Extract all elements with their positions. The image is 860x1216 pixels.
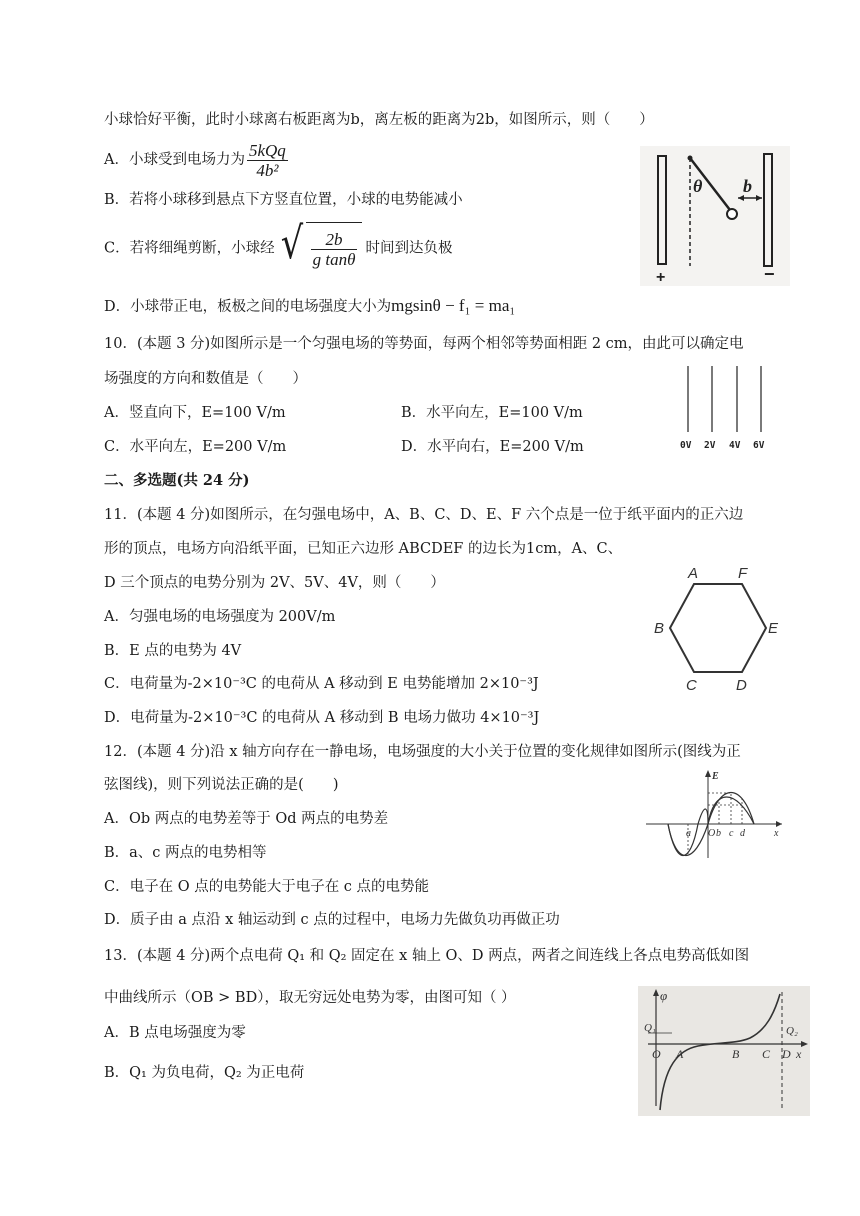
- q13-stem-line2: 中曲线所示（OB > BD），取无穷远处电势为零，由图可知（ ）: [104, 990, 516, 1006]
- q13-potential-graph: [638, 986, 810, 1116]
- q9-option-d-equation: mgsinθ − f₁ = ma₁: [391, 296, 516, 315]
- plus-label: +: [656, 269, 666, 286]
- q10-option-c: C．水平向左，E=200 V/m: [104, 439, 287, 455]
- point-c-label: C: [762, 1047, 771, 1061]
- vertex-a-label: A: [688, 565, 699, 582]
- q10-option-a: A．竖直向下，E=100 V/m: [104, 405, 286, 421]
- point-o-label: O: [652, 1047, 661, 1061]
- vertex-b-label: B: [654, 620, 665, 637]
- q10-option-b: B．水平向左，E=100 V/m: [401, 405, 583, 421]
- q12-option-a: A．Ob 两点的电势差等于 Od 两点的电势差: [104, 811, 389, 827]
- q9-stem: 小球恰好平衡，此时小球离右板距离为b，离左板的距离为2b，如图所示，则（ ）: [104, 112, 654, 128]
- q12-stem-line2: 弦图线)，则下列说法正确的是( ): [104, 777, 339, 793]
- point-d-label: D: [782, 1047, 791, 1061]
- q12-option-c: C．电子在 O 点的电势能大于电子在 c 点的电势能: [104, 879, 430, 895]
- q11-hexagon-figure: [648, 562, 784, 694]
- vertex-e-label: E: [768, 620, 779, 637]
- q11-option-b: B．E 点的电势为 4V: [104, 643, 242, 659]
- q11-stem-line2: 形的顶点，电场方向沿纸平面，已知正六边形 ABCDEF 的边长为1cm，A、C、: [104, 541, 623, 557]
- minus-label: −: [764, 264, 775, 284]
- q11-stem-line1: 11．(本题 4 分)如图所示，在匀强电场中，A、B、C、D、E、F 六个点是一位于纸平面内的正六边: [104, 507, 744, 523]
- q9-option-a-fraction: $\frac{\text{5kQq}}{\text{4b²}}$: [248, 140, 286, 180]
- phi-axis-label: φ: [660, 988, 668, 1003]
- point-b-label: b: [716, 828, 721, 839]
- q9-option-a: [104, 140, 290, 180]
- potential-label-6v: 6V: [753, 440, 765, 451]
- q12-sine-graph: [646, 768, 786, 860]
- point-b-label: B: [732, 1047, 740, 1061]
- point-c-label: c: [729, 828, 734, 839]
- potential-label-2v: 2V: [704, 440, 716, 451]
- q13-option-a: A．B 点电场强度为零: [104, 1025, 246, 1041]
- q11-option-c: C．电荷量为-2×10⁻³C 的电荷从 A 移动到 E 电势能增加 2×10⁻³J: [104, 676, 539, 692]
- q13-option-b: B．Q₁ 为负电荷，Q₂ 为正电荷: [104, 1065, 305, 1081]
- q9-option-d: [104, 296, 515, 317]
- q9-option-c-tail: 时间到达负极: [365, 240, 453, 257]
- q9-pendulum-figure: [640, 146, 790, 286]
- q9-option-d-text: D．小球带正电，板极之间的电场强度大小为: [104, 299, 392, 315]
- point-a-label: A: [676, 1047, 684, 1061]
- origin-label: O: [708, 828, 716, 839]
- q2-label: Q₂: [786, 1025, 798, 1037]
- b-label: b: [743, 176, 752, 196]
- q12-option-d: D．质子由 a 点沿 x 轴运动到 c 点的过程中，电场力先做负功再做正功: [104, 912, 560, 928]
- point-d-label: d: [740, 828, 745, 839]
- q11-option-d: D．电荷量为-2×10⁻³C 的电荷从 A 移动到 B 电场力做功 4×10⁻³J: [104, 710, 540, 726]
- point-a-label: a: [686, 828, 691, 839]
- vertex-d-label: D: [736, 677, 747, 694]
- section-heading-multiple-choice: 二、多选题(共 24 分): [104, 472, 250, 489]
- e-axis-label: E: [712, 771, 719, 782]
- q10-option-d: D．水平向右，E=200 V/m: [401, 439, 584, 455]
- q11-stem-line3: D 三个顶点的电势分别为 2V、5V、4V，则（ ）: [104, 575, 445, 591]
- q9-option-c: [104, 218, 453, 275]
- potential-label-0v: 0V: [680, 440, 692, 451]
- potential-label-4v: 4V: [729, 440, 741, 451]
- q10-equipotential-figure: [672, 362, 772, 456]
- q9-option-a-text: A．小球受到电场力为: [104, 152, 245, 168]
- q12-stem-line1: 12．(本题 4 分)沿 x 轴方向存在一静电场，电场强度的大小关于位置的变化规律如图所示(图线为正: [104, 744, 741, 760]
- q9-option-b: B．若将小球移到悬点下方竖直位置，小球的电势能减小: [104, 192, 463, 208]
- q11-option-a: A．匀强电场的电场强度为 200V/m: [104, 609, 336, 625]
- theta-label: θ: [693, 176, 703, 196]
- q10-stem-line2: 场强度的方向和数值是（ ）: [104, 371, 307, 387]
- q9-option-c-text: C．若将细绳剪断，小球经: [104, 240, 275, 257]
- sqrt-expression: √ $\frac{2b}{\text{g tanθ}}$: [278, 222, 363, 275]
- x-axis-label: x: [774, 828, 779, 839]
- q10-stem-line1: 10．(本题 3 分)如图所示是一个匀强电场的等势面，每两个相邻等势面相距 2 cm，由此可以确定电: [104, 336, 744, 352]
- q13-stem-line1: 13．(本题 4 分)两个点电荷 Q₁ 和 Q₂ 固定在 x 轴上 O、D 两点，两者之间连线上各点电势高低如图: [104, 948, 750, 964]
- q12-option-b: B．a、c 两点的电势相等: [104, 845, 267, 861]
- vertex-f-label: F: [738, 565, 748, 582]
- q1-label: Q₁: [644, 1022, 656, 1034]
- x-axis-label: x: [796, 1047, 802, 1061]
- vertex-c-label: C: [686, 677, 697, 694]
